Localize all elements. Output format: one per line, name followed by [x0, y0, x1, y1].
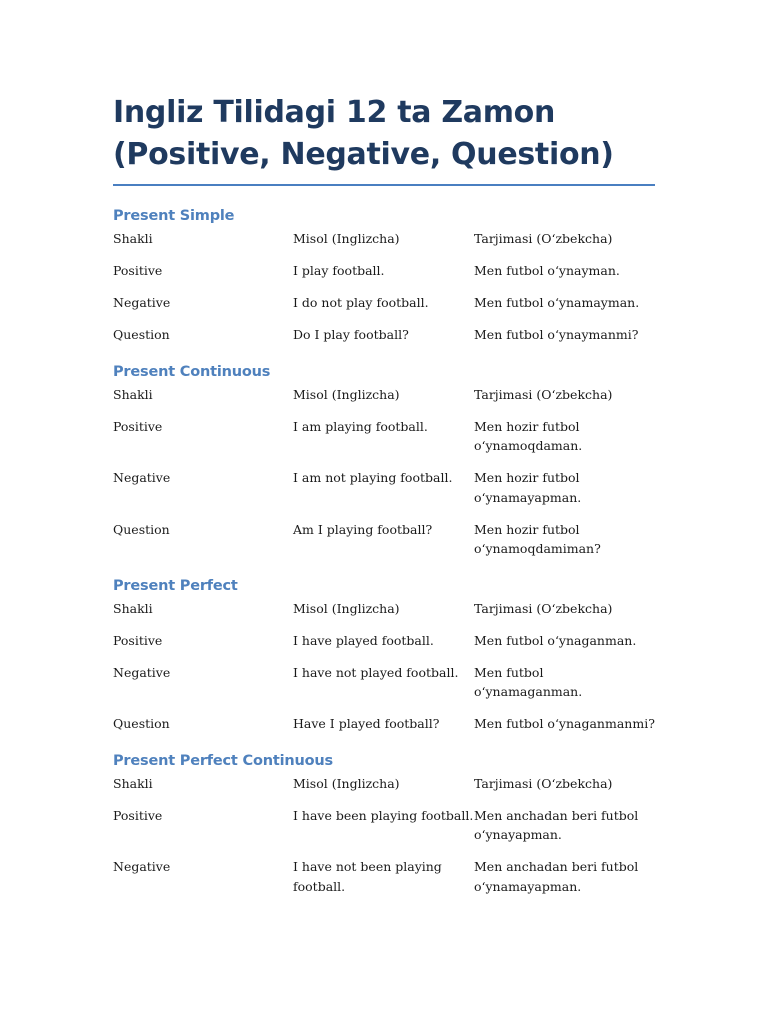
tense-section-present-perfect: [113, 577, 655, 734]
column-header-translation: Tarjimasi (O‘zbekcha): [474, 600, 613, 616]
row-translation: Men hozir futbol o‘ynamayapman.: [474, 470, 582, 505]
table-row: [113, 325, 655, 345]
row-translation: Men futbol o‘ynamayman.: [474, 295, 640, 310]
row-form: Positive: [113, 807, 163, 823]
row-form: Negative: [113, 664, 171, 680]
row-example: Am I playing football?: [293, 521, 433, 537]
row-translation: Men hozir futbol o‘ynamoqdamiman?: [474, 521, 601, 556]
row-translation: Men anchadan beri futbol o‘ynamayapman.: [474, 859, 639, 894]
row-example: I have played football.: [293, 632, 434, 648]
row-form: Question: [113, 327, 170, 342]
row-form: Question: [113, 521, 170, 537]
table-row: [113, 631, 655, 651]
row-example: I have not played football.: [293, 664, 459, 680]
header-row: [113, 599, 655, 619]
row-form: Question: [113, 716, 170, 731]
row-form: Positive: [113, 632, 163, 648]
row-translation: Men anchadan beri futbol o‘ynayapman.: [474, 807, 639, 842]
header-row: [113, 774, 655, 794]
document-page: [113, 92, 655, 896]
table-row: [113, 468, 655, 507]
row-translation: Men futbol o‘ynaganmanmi?: [474, 716, 655, 731]
row-translation: Men futbol o‘ynamaganman.: [474, 664, 583, 699]
row-form: Negative: [113, 295, 171, 310]
table-row: [113, 714, 655, 734]
row-example: I play football.: [293, 263, 385, 278]
tense-section-present-simple: [113, 207, 655, 345]
row-example: Have I played football?: [293, 716, 440, 731]
section-heading: Present Perfect: [113, 577, 238, 594]
tense-section-present-continuous: [113, 363, 655, 559]
row-example: I have not been playing football.: [293, 859, 442, 894]
section-heading: Present Simple: [113, 208, 235, 224]
table-row: [113, 261, 655, 281]
table-row: [113, 663, 655, 702]
row-form: Positive: [113, 418, 163, 434]
row-example: I am not playing football.: [293, 470, 453, 485]
row-translation: Men hozir futbol o‘ynamoqdaman.: [474, 418, 583, 453]
column-header-example: Misol (Inglizcha): [293, 386, 400, 402]
document-title: Ingliz Tilidagi 12 ta Zamon (Positive, Negative, Question): [113, 92, 655, 186]
column-header-form: Shakli: [113, 231, 153, 246]
column-header-example: Misol (Inglizcha): [293, 231, 400, 246]
row-form: Positive: [113, 263, 163, 278]
row-example: I do not play football.: [293, 295, 429, 310]
row-form: Negative: [113, 859, 171, 874]
column-header-translation: Tarjimasi (O‘zbekcha): [474, 231, 613, 246]
table-row: [113, 417, 655, 456]
column-header-translation: Tarjimasi (O‘zbekcha): [474, 386, 613, 402]
table-row: [113, 857, 655, 896]
row-translation: Men futbol o‘ynaganman.: [474, 632, 637, 648]
column-header-example: Misol (Inglizcha): [293, 775, 400, 791]
header-row: [113, 385, 655, 405]
row-translation: Men futbol o‘ynaymanmi?: [474, 327, 639, 342]
column-header-translation: Tarjimasi (O‘zbekcha): [474, 775, 613, 791]
row-example: I am playing football.: [293, 418, 428, 434]
column-header-form: Shakli: [113, 775, 153, 791]
header-row: [113, 229, 655, 249]
table-row: [113, 806, 655, 845]
tense-section-present-perfect-continuous: [113, 752, 655, 897]
row-translation: Men futbol o‘ynayman.: [474, 263, 620, 278]
column-header-form: Shakli: [113, 600, 153, 616]
section-heading: Present Continuous: [113, 363, 271, 380]
row-example: I have been playing football.: [293, 807, 474, 823]
row-form: Negative: [113, 470, 171, 485]
column-header-example: Misol (Inglizcha): [293, 600, 400, 616]
table-row: [113, 293, 655, 313]
column-header-form: Shakli: [113, 386, 153, 402]
table-row: [113, 520, 655, 559]
row-example: Do I play football?: [293, 327, 409, 342]
section-heading: Present Perfect Continuous: [113, 752, 333, 769]
